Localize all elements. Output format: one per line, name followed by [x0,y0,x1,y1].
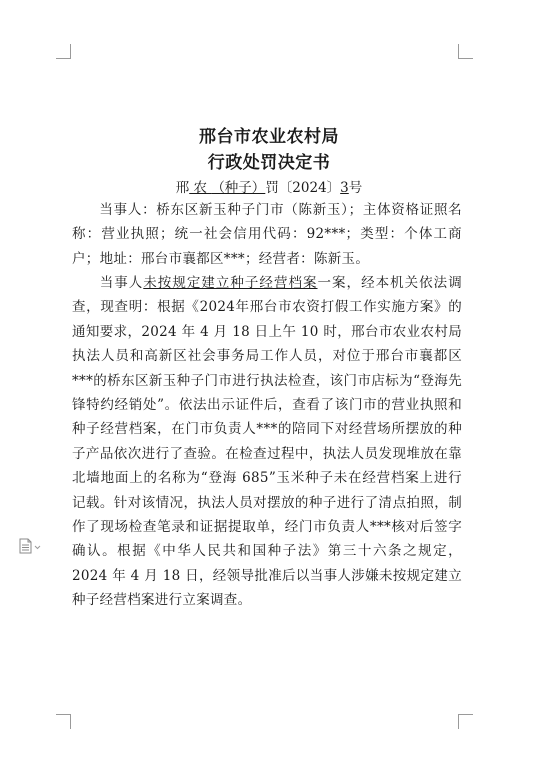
doc-no-number: 3 [340,180,349,196]
doc-no-year: 罚〔2024〕 [265,180,341,196]
document-number [0,176,538,196]
page-corner-mark [56,714,71,729]
document-title-line1: 邢台市农业农村局 [199,127,339,147]
doc-no-suffix: 号 [348,180,363,196]
doc-no-agency: 农 [189,180,212,196]
page-corner-mark [56,44,71,59]
facts-paragraph [72,271,462,613]
case-name: 未按规定建立种子经营档案 [143,275,318,291]
party-info-paragraph [72,198,462,271]
doc-no-category: （种子） [211,180,266,196]
doc-no-prefix: 邢 [175,180,190,196]
facts-text: 一案，经本机关依法调查，现查明：根据《2024年邢台市农资打假工作实施方案》的通知要求，2024 年 4 月 18 日上午 10 时，邢台市农业农村局执法人员和高新区社会事务局工作人员，对位于邢台市襄都区***的桥东区新玉种子门市进行执法检查，该门市店标为“登海先锋特约经销处”。依法出示证件后，查看了该门市的营业执照和种子经营档案，在门市负责人***的陪同下对经营场所摆放的种子产品依次进行了查验。在检查过程中，执法人员发现堆放在靠北墙地面上的名称为“登海 685”玉米种子未在经营档案上进行记载。针对该情况，执法人员对摆放的种子进行了清点拍照，制作了现场检查笔录和证据提取单，经门市负责人***核对后签字确认。根据《中华人民共和国种子法》第三十六条之规定，2024 年 4 月 18 日，经领导批准后以当事人涉嫌未按规定建立种子经营档案进行立案调查。 [72,275,462,609]
page-corner-mark [458,714,473,729]
document-title-line2: 行政处罚决定书 [207,153,331,173]
document-icon[interactable] [18,538,42,554]
party-info-text: 当事人：桥东区新玉种子门市（陈新玉）；主体资格证照名称：营业执照；统一社会信用代码：92***；类型：个体工商户；地址：邢台市襄都区***；经营者：陈新玉。 [72,202,462,267]
page-corner-mark [458,44,473,59]
facts-lead: 当事人 [99,275,144,291]
